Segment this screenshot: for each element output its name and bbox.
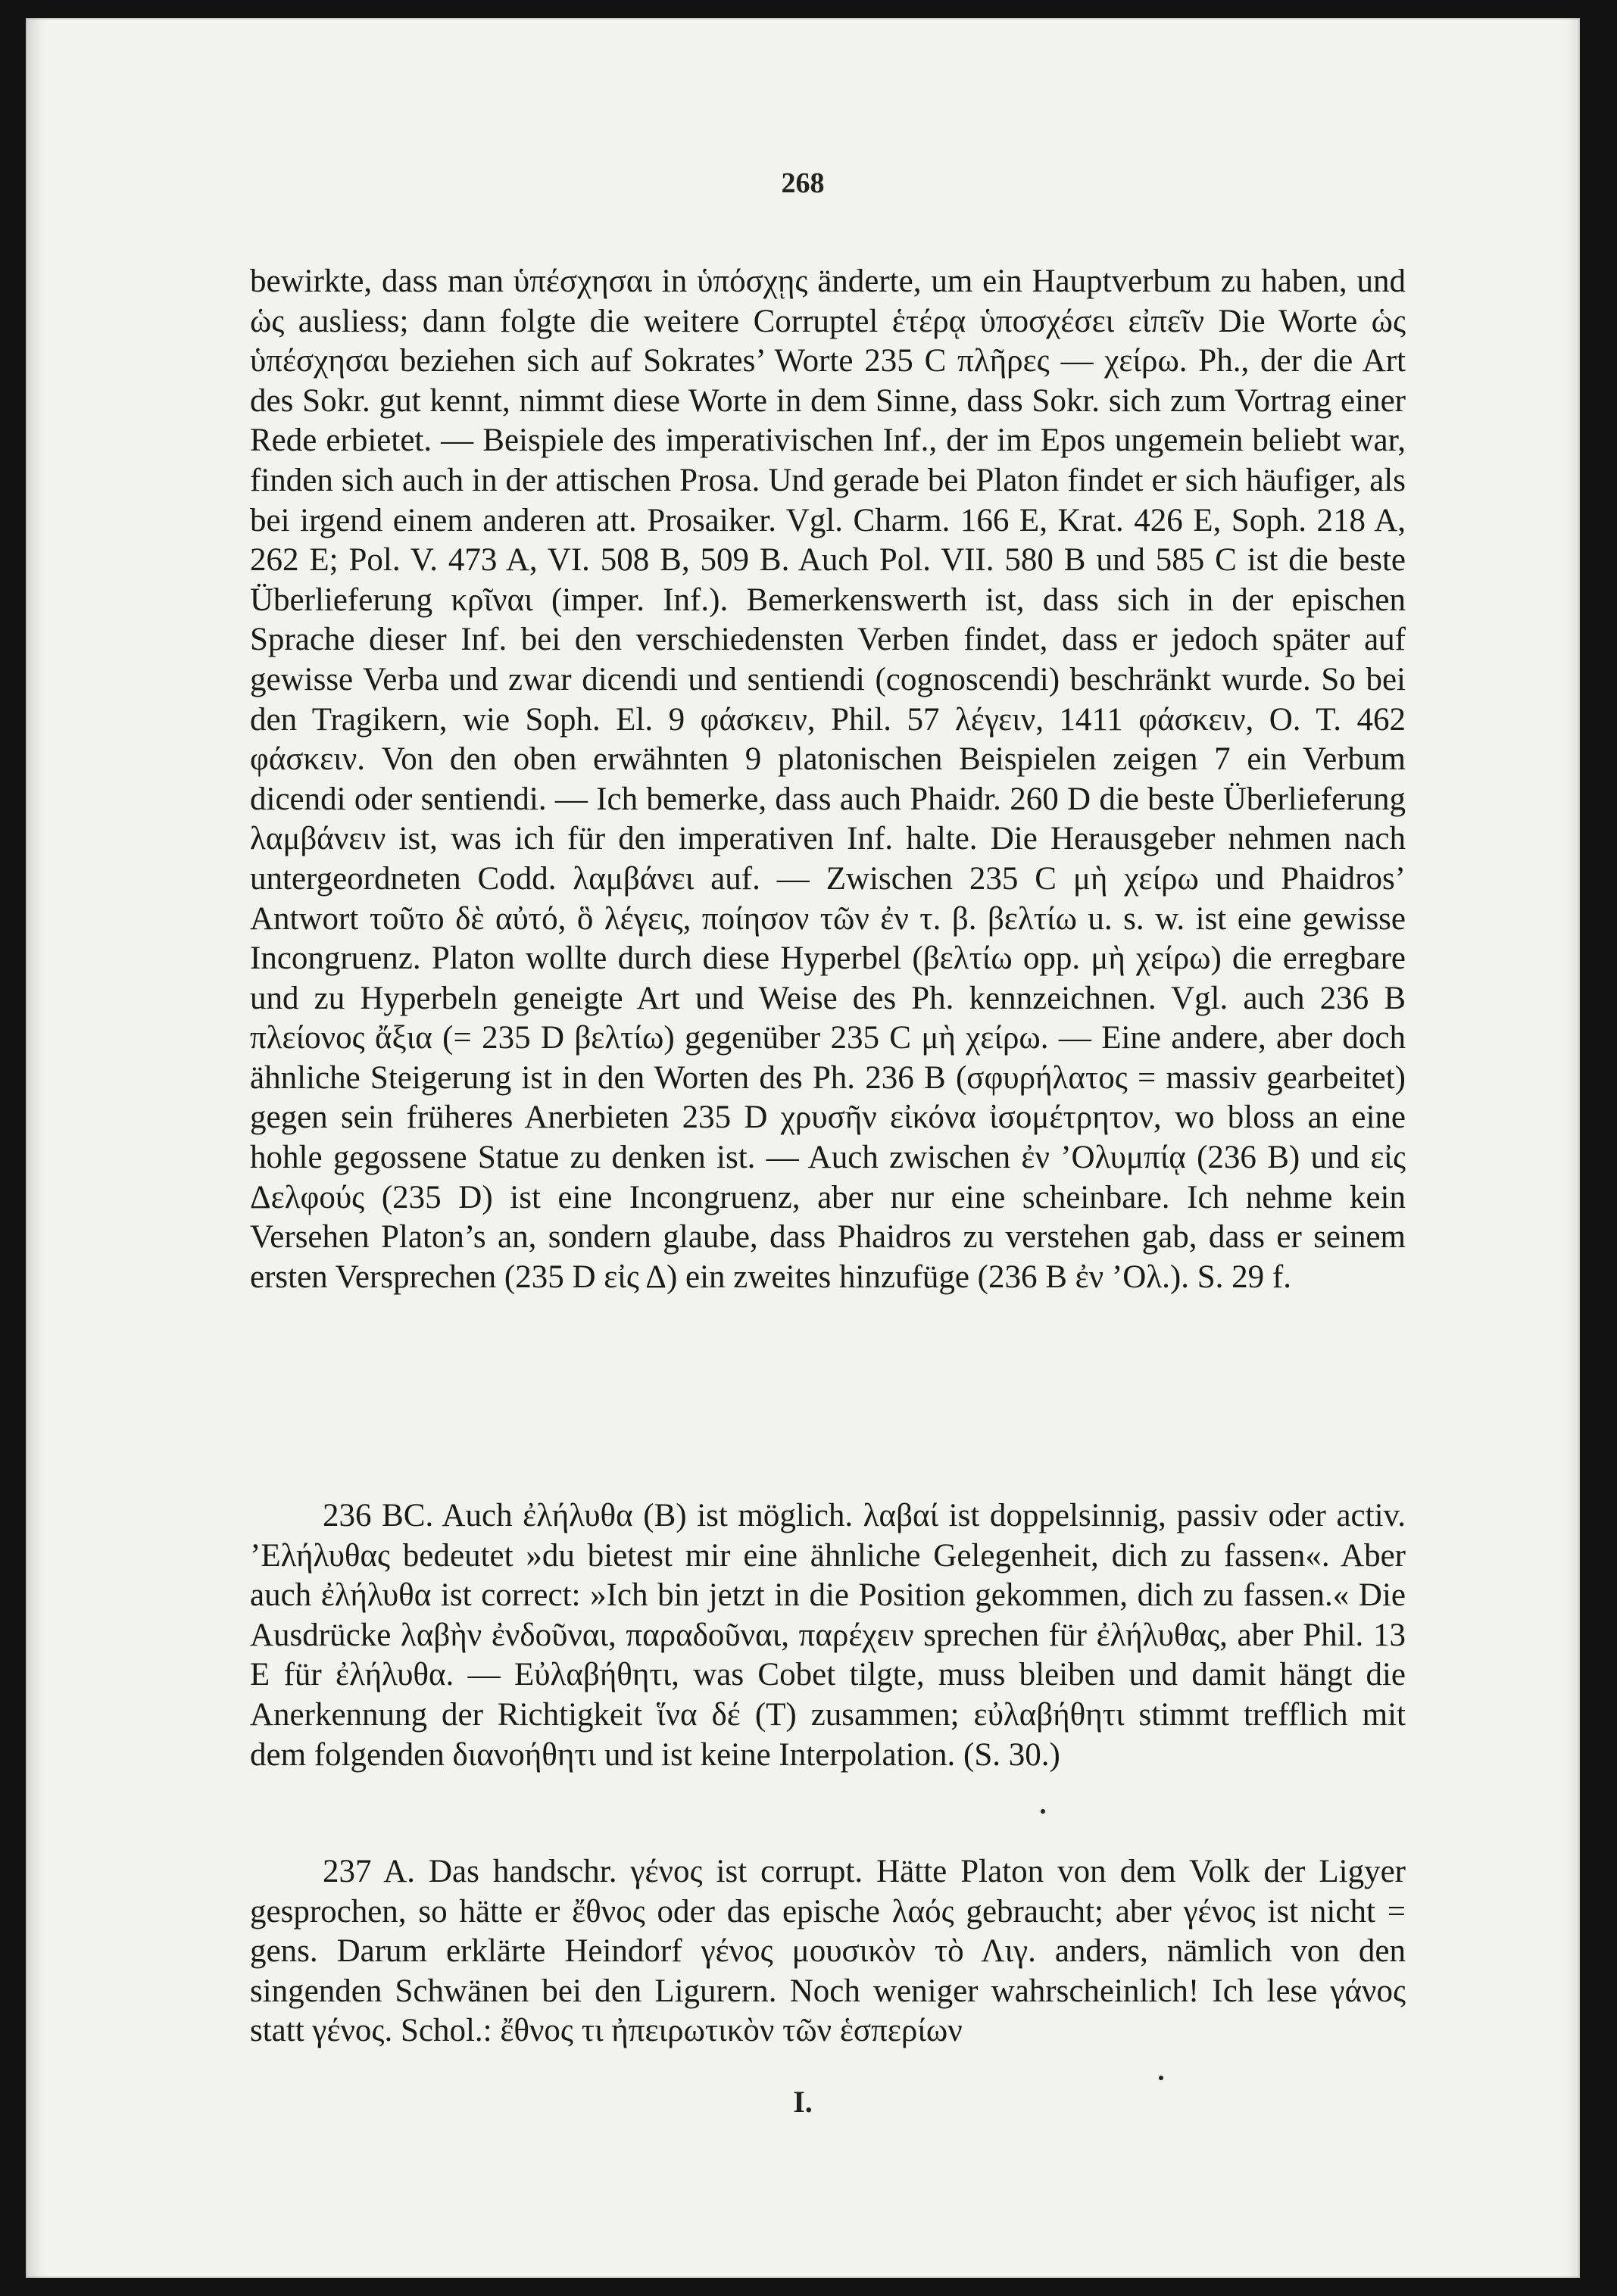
page-speck [1159, 2076, 1163, 2080]
paragraph-text: bewirkte, dass man ὑπέσχησαι in ὑπόσχῃς änderte, um ein Hauptverbum zu haben, und ὡς ausliess; dann folgte die weitere Corruptel ἑτέρᾳ ὑποσχέσει εἰπεῖν Die Worte ὡς ὑπέσχησαι beziehen sich auf Sokrates’ Worte 235 C πλῆρες — χείρω. Ph., der die Art des Sokr. gut kennt, nimmt diese Worte in dem Sinne, dass Sokr. sich zum Vortrag einer Rede erbietet. — Beispiele des imperativischen Inf., der im Epos ungemein beliebt war, finden sich auch in der attischen Prosa. Und gerade bei Platon findet er sich häufiger, als bei irgend einem anderen att. Prosaiker. Vgl. Charm. 166 E, Krat. 426 E, Soph. 218 A, 262 E; Pol. V. 473 A, VI. 508 B, 509 B. Auch Pol. VII. 580 B und 585 C ist die beste Überlieferung κρῖναι (imper. Inf.). Bemerkenswerth ist, dass sich in der epischen Sprache dieser Inf. bei den verschiedensten Verben findet, dass er jedoch später auf gewisse Verba und zwar dicendi und sentiendi (cognoscendi) beschränkt wurde. So bei den Tragikern, wie Soph. El. 9 φάσκειν, Phil. 57 λέγειν, 1411 φάσκειν, O. T. 462 φάσκειν. Von den oben erwähnten 9 platonischen Beispielen zeigen 7 ein Verbum dicendi oder sentiendi. — Ich bemerke, dass auch Phaidr. 260 D die beste Überlieferung λαμβάνειν ist, was ich für den imperativen Inf. halte. Die Herausgeber nehmen nach untergeordneten Codd. λαμβάνει auf. — Zwischen 235 C μὴ χείρω und Phaidros’ Antwort τοῦτο δὲ αὐτό, ὃ λέγεις, ποίησον τῶν ἐν τ. β. βελτίω u. s. w. ist eine gewisse Incongruenz. Platon wollte durch diese Hyperbel (βελτίω opp. μὴ χείρω) die erregbare und zu Hyperbeln geneigte Art und Weise des Ph. kennzeichnen. Vgl. auch 236 B πλείονος ἄξια (= 235 D βελτίω) gegenüber 235 C μὴ χείρω. — Eine andere, aber doch ähnliche Steigerung ist in den Worten des Ph. 236 B (σφυρήλατος = massiv gearbeitet) gegen sein früheres Anerbieten 235 D χρυσῆν εἰκόνα ἰσομέτρητον, wo bloss an eine hohle gegossene Statue zu denken ist. — Auch zwischen ἐν ’Ολυμπίᾳ (236 B) und εἰς Δελφούς (235 D) ist eine Incongruenz, aber nur eine scheinbare. Ich nehme kein Versehen Platon’s an, sondern glaube, dass Phaidros zu verstehen gab, dass er seinem ersten Versprechen (235 D εἰς Δ) ein zweites hinzufüge (236 B ἐν ’Ολ.). S. 29 f. [250, 264, 1406, 1295]
page-edge-shadow-right [1566, 18, 1580, 2278]
page-number: 268 [781, 167, 825, 199]
paragraph-text: 237 A. Das handschr. γένος ist corrupt. Hätte Platon von dem Volk der Ligyer gesprochen, so hätte er ἔθνος oder das epische λαός gebraucht; aber γένος ist nicht = gens. Darum erklärte Heindorf γένος μουσικὸν τὸ Λιγ. anders, nämlich von den singenden Schwänen bei den Ligurern. Noch weniger wahrscheinlich! Ich lese γάνος statt γένος. Schol.: ἔθνος τι ἠπειρωτικὸν τῶν ἑσπερίων [250, 1854, 1406, 2049]
document-page [26, 18, 1580, 2278]
page-edge-shadow-left [26, 18, 44, 2278]
paragraph-text: 236 BC. Auch ἐλήλυθα (B) ist möglich. λαβαί ist doppelsinnig, passiv oder activ. ’Ελήλυθας bedeutet »du bietest mir eine ähnliche Gelegenheit, dich zu fassen«. Aber auch ἐλήλυθα ist correct: »Ich bin jetzt in die Position gekommen, dich zu fassen.« Die Ausdrücke λαβὴν ἐνδοῦναι, παραδοῦναι, παρέχειν sprechen für ἐλήλυθας, aber Phil. 13 E für ἐλήλυθα. — Εὐλαβήθητι, was Cobet tilgte, muss bleiben und damit hängt die Anerkennung der Richtigkeit ἵνα δέ (T) zusammen; εὐλαβήθητι stimmt trefflich mit dem folgenden διανοήθητι und ist keine Interpolation. (S. 30.) [250, 1498, 1406, 1773]
page-speck [1041, 1809, 1045, 1814]
paragraph-main [250, 262, 1406, 1297]
paragraph-237a [250, 1852, 1406, 2051]
paragraph-236bc [250, 1496, 1406, 1775]
signature-mark: I. [793, 2085, 813, 2119]
